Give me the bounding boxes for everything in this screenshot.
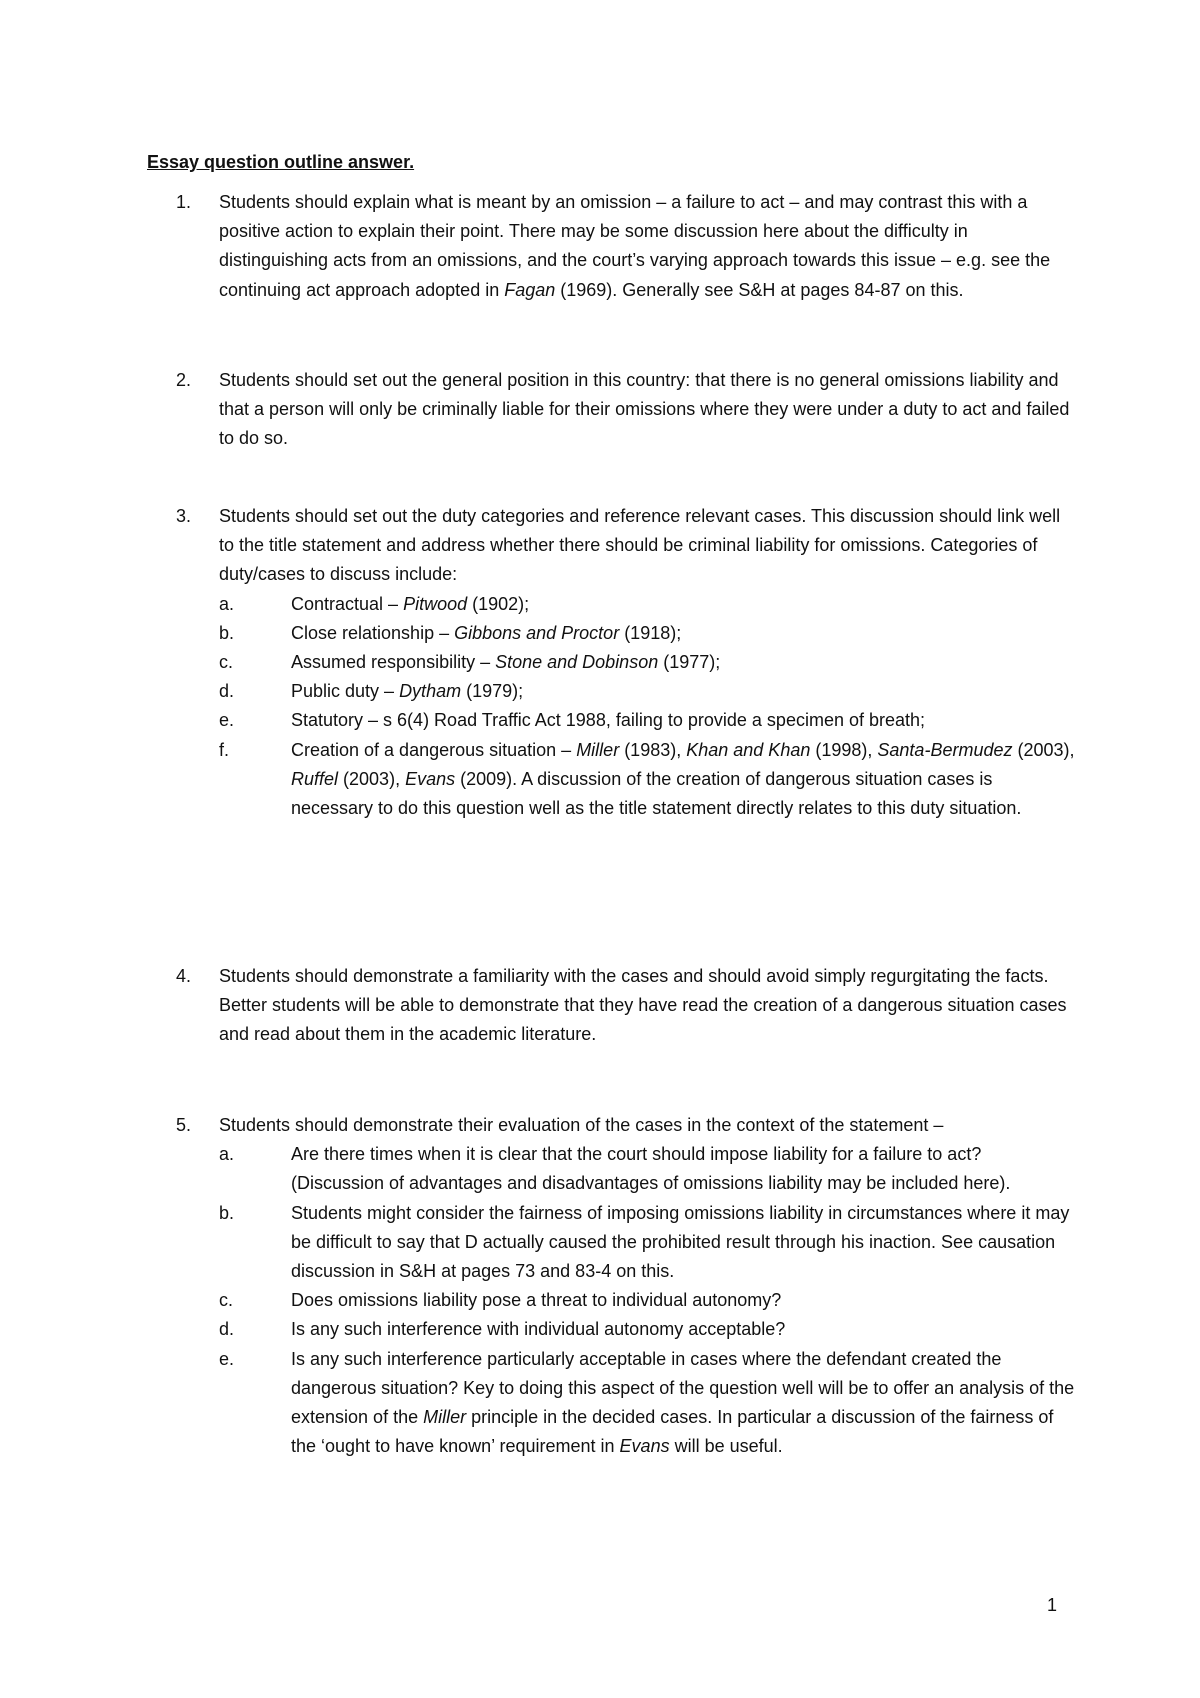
sub-text: Does omissions liability pose a threat to individual autonomy? <box>291 1290 782 1311</box>
text-run: Students should explain what is meant by an omission – a failure to act – and may contrast this with a positive action to explain their point. There may be some discussion here about the difficulty in distinguishing acts from an omissions, and the court’s varying approach towards this issue – e.g. see the continuing act approach adopted in <box>219 192 1051 300</box>
sub-text: Statutory – s 6(4) Road Traffic Act 1988, failing to provide a specimen of breath; <box>291 710 926 731</box>
case-name: Gibbons and Proctor <box>454 622 620 643</box>
sub-item-a <box>219 590 1077 619</box>
case-name: Evans <box>405 768 456 789</box>
sub-letter: a. <box>219 593 235 614</box>
text-run: Is any such interference particularly acceptable in cases where the defendant created the dangerous situation? Key to doing this aspect of the question well will be to offer an analysis of the extension of the <box>291 1348 1075 1428</box>
sub-text <box>291 619 1077 648</box>
sub-item-a <box>219 1140 1077 1198</box>
case-name: Fagan <box>504 279 556 300</box>
case-name: Khan and Khan <box>686 739 811 760</box>
list-item-text <box>219 188 1077 305</box>
text-run: (1979); <box>461 681 524 702</box>
case-name: Ruffel <box>291 768 339 789</box>
sub-letter: d. <box>219 681 235 702</box>
sub-letter: d. <box>219 1319 235 1340</box>
case-name: Pitwood <box>403 593 468 614</box>
list-number: 4. <box>176 966 192 986</box>
sub-text: Students might consider the fairness of imposing omissions liability in circumstances where it may be difficult to say that D actually caused the prohibited result through his inaction. See causation discussion in S&H at pages 73 and 83-4 on this. <box>291 1202 1070 1282</box>
case-name: Dytham <box>399 681 462 702</box>
text-run: (1983), <box>619 739 687 760</box>
sub-text <box>291 677 1077 706</box>
list-item-2 <box>147 366 1077 454</box>
sub-item-c <box>219 1286 1077 1315</box>
text-run: (1902); <box>467 593 530 614</box>
text-run: (1969). Generally see S&H at pages 84-87 on this. <box>555 279 964 300</box>
text-run: (1918); <box>619 622 682 643</box>
text-run: Creation of a dangerous situation – <box>291 739 577 760</box>
sub-text: Are there times when it is clear that the court should impose liability for a failure to act? (Discussion of advantages and disadvantages of omissions liability may be included here). <box>291 1144 1011 1194</box>
list-item-intro: Students should demonstrate their evaluation of the cases in the context of the statement – <box>219 1115 944 1135</box>
text-run: Assumed responsibility – <box>291 652 496 673</box>
text-run: (2003), <box>338 768 406 789</box>
sub-text <box>291 736 1077 824</box>
list-item-text <box>219 1111 1077 1461</box>
list-item-text: Students should demonstrate a familiarity with the cases and should avoid simply regurgitating the facts. Better students will be able to demonstrate that they have read the creation of a dangerous situation cases and read about them in the academic literature. <box>219 966 1067 1045</box>
list-item-text: Students should set out the general position in this country: that there is no general omissions liability and that a person will only be criminally liable for their omissions where they were under a duty to act and failed to do so. <box>219 370 1070 449</box>
text-run: (2003), <box>1012 739 1075 760</box>
list-item-text <box>219 502 1077 823</box>
list-item-4 <box>147 962 1077 1050</box>
list-number: 1. <box>176 192 192 212</box>
case-name: Santa-Bermudez <box>877 739 1013 760</box>
text-run: (1998), <box>810 739 878 760</box>
sub-text <box>291 648 1077 677</box>
sub-item-c <box>219 648 1077 677</box>
text-run: Contractual – <box>291 593 404 614</box>
page-number: 1 <box>1047 1595 1058 1615</box>
list-item-1 <box>147 188 1077 305</box>
text-run: Public duty – <box>291 681 400 702</box>
sub-letter: b. <box>219 622 235 643</box>
sub-letter: b. <box>219 1202 235 1223</box>
sub-text: Is any such interference with individual autonomy acceptable? <box>291 1319 786 1340</box>
sub-text <box>291 1345 1077 1462</box>
list-item-intro: Students should set out the duty categories and reference relevant cases. This discussion should link well to the title statement and address whether there should be criminal liability for omissions. Categories of duty/cases to discuss include: <box>219 506 1061 585</box>
list-number: 3. <box>176 506 192 526</box>
sub-letter: e. <box>219 710 235 731</box>
text-run: Close relationship – <box>291 622 455 643</box>
text-run: will be useful. <box>669 1436 783 1457</box>
list-number: 5. <box>176 1115 192 1135</box>
sub-item-d <box>219 1315 1077 1344</box>
sub-letter: c. <box>219 652 234 673</box>
sub-letter: f. <box>219 739 230 760</box>
text-run: principle in the decided cases. In particular a discussion of the fairness of the ‘ought to have known’ requirement in <box>291 1407 1054 1457</box>
text-run: (2009). A discussion of the creation of dangerous situation cases is necessary to do this question well as the title statement directly relates to this duty situation. <box>291 768 1022 819</box>
sub-item-b <box>219 619 1077 648</box>
sub-letter: e. <box>219 1348 235 1369</box>
sub-letter: c. <box>219 1290 234 1311</box>
sub-item-b <box>219 1199 1077 1287</box>
case-name: Evans <box>619 1436 670 1457</box>
text-run: (1977); <box>658 652 721 673</box>
sub-item-e <box>219 706 1077 735</box>
list-item-3 <box>147 502 1077 823</box>
sub-text <box>291 590 1077 619</box>
list-item-5 <box>147 1111 1077 1461</box>
case-name: Miller <box>576 739 620 760</box>
case-name: Miller <box>423 1407 467 1428</box>
sub-item-d <box>219 677 1077 706</box>
sub-letter: a. <box>219 1144 235 1165</box>
sub-item-e <box>219 1345 1077 1462</box>
case-name: Stone and Dobinson <box>495 652 659 673</box>
list-number: 2. <box>176 370 192 390</box>
sub-item-f <box>219 736 1077 824</box>
document-title: Essay question outline answer. <box>147 152 415 172</box>
